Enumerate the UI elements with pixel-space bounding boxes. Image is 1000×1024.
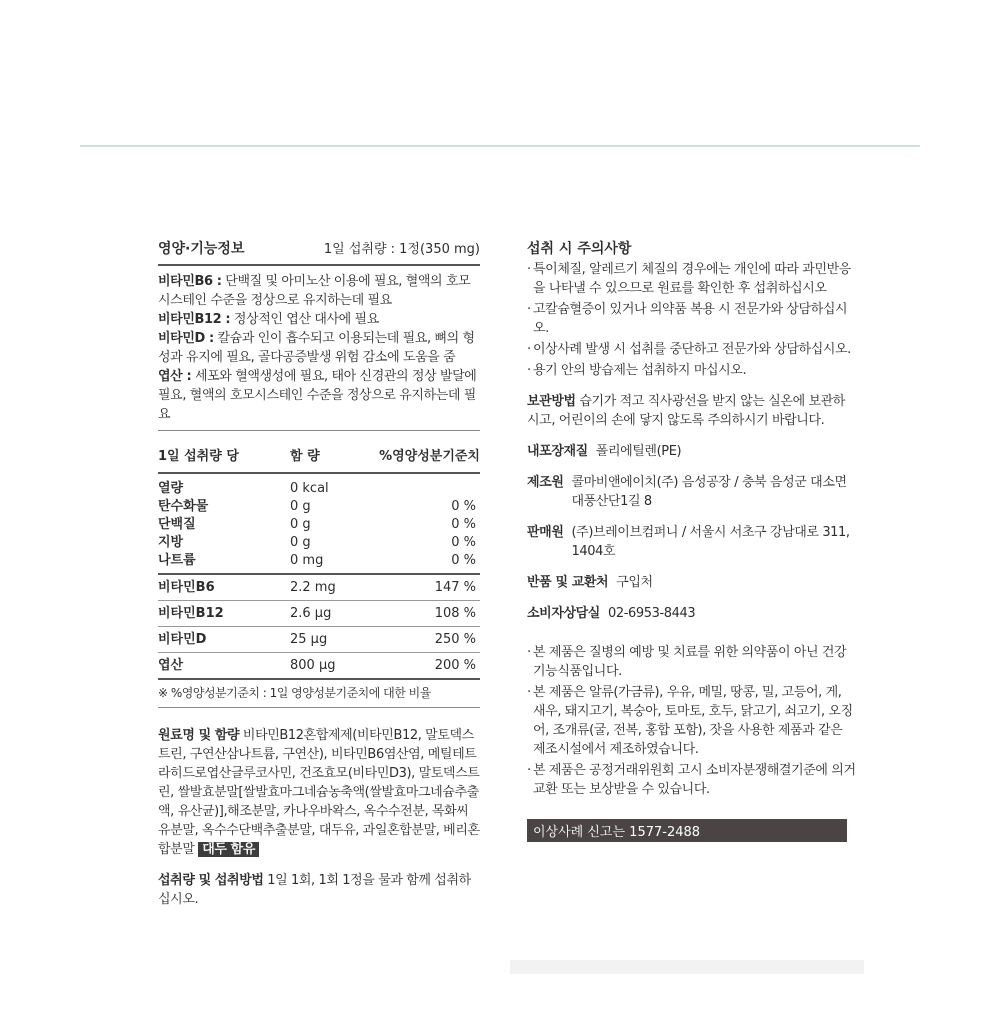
- list-item: · 용기 안의 방습제는 섭취하지 마십시오.: [527, 363, 747, 378]
- function-item: 비타민D : 칼슘과 인이 흡수되고 이용되는데 필요, 뼈의 형성과 유지에 필요, 골다공증발생 위험 감소에 도움을 줌: [158, 331, 475, 365]
- manufacturer-row: 제조원 콜마비앤에이치(주) 음성공장 / 충북 음성군 대소면 대풍산단1길 8: [527, 475, 847, 509]
- table-row: 단백질 0 g 0 %: [158, 517, 476, 532]
- dosage-section: [158, 871, 480, 909]
- list-item: · 고칼슘혈증이 있거나 의약품 복용 시 전문가와 상담하십시오.: [527, 302, 848, 336]
- table-row: 탄수화물 0 g 0 %: [158, 499, 476, 514]
- col-header-serving: 1일 섭취량 당: [158, 443, 290, 473]
- table-row: 열량 0 kcal: [158, 481, 329, 496]
- right-column: [527, 238, 857, 842]
- seller-row: 판매원 (주)브레이브컴퍼니 / 서울시 서초구 강남대로 311, 1404호: [527, 525, 850, 559]
- consumer-center-row: 소비자상담실 02-6953-8443: [527, 606, 696, 621]
- nutrition-table: [158, 443, 480, 680]
- bottom-shade: [510, 960, 864, 974]
- cautions-list: [527, 260, 857, 380]
- list-item: · 특이체질, 알레르기 체질의 경우에는 개인에 따라 과민반응을 나타낼 수 있으므로 원료를 확인한 후 섭취하십시오: [527, 262, 851, 296]
- cautions-title: 섭취 시 주의사항: [527, 241, 632, 257]
- list-item: · 본 제품은 질병의 예방 및 치료를 위한 의약품이 아닌 건강기능식품입니다.: [527, 645, 847, 679]
- list-item: · 이상사례 발생 시 섭취를 중단하고 전문가와 상담하십시오.: [527, 342, 851, 357]
- col-header-amount: 함 량: [290, 443, 349, 473]
- table-row: 나트륨 0 mg 0 %: [158, 552, 480, 574]
- adverse-event-hotline: 이상사례 신고는 1577-2488: [527, 819, 847, 842]
- function-item: 비타민B12 : 정상적인 엽산 대사에 필요: [158, 312, 379, 327]
- ingredients-section: [158, 726, 480, 859]
- table-row: 비타민B6 2.2 mg 147 %: [158, 574, 480, 601]
- table-row: 엽산 800 μg 200 %: [158, 653, 480, 680]
- col-header-percent: %영양성분기준치: [349, 443, 480, 473]
- nutrition-title: 영양·기능정보: [158, 241, 245, 257]
- ingredients-label: 원료명 및 함량: [158, 728, 240, 743]
- function-info: [158, 266, 480, 431]
- list-item: · 본 제품은 알류(가금류), 우유, 메밀, 땅콩, 밀, 고등어, 게, 새우, 돼지고기, 복숭아, 토마토, 호두, 닭고기, 쇠고기, 오징어, 조개류(굴, 전복, 홍합 포함), 잣을 사용한 제품과 같은 제조시설에서 제조하였습니다.: [527, 685, 853, 757]
- packaging-row: 내포장재질 폴리에틸렌(PE): [527, 444, 682, 459]
- table-row: 지방 0 g 0 %: [158, 535, 476, 550]
- function-item: 비타민B6 : 단백질 및 아미노산 이용에 필요, 혈액의 호모시스테인 수준을 정상으로 유지하는데 필요: [158, 274, 471, 308]
- dosage-text: 1일 1회, 1회 1정을 물과 함께 섭취하십시오.: [158, 873, 471, 907]
- left-column: [158, 238, 480, 922]
- table-row: 비타민B12 2.6 μg 108 %: [158, 601, 480, 627]
- storage-label: 보관방법: [527, 394, 576, 409]
- notices-list: [527, 643, 857, 799]
- dosage-label: 섭취량 및 섭취방법: [158, 873, 264, 888]
- function-item: 엽산 : 세포와 혈액생성에 필요, 태아 신경관의 정상 발달에 필요, 혈액의 호모시스테인 수준을 정상으로 유지하는데 필요: [158, 369, 477, 422]
- storage-section: [527, 392, 857, 430]
- allergen-badge: 대두 함유: [198, 842, 259, 857]
- exchange-row: 반품 및 교환처 구입처: [527, 575, 653, 590]
- nutrition-header: [158, 238, 480, 266]
- table-footnote: ※ %영양성분기준치 : 1일 영양성분기준치에 대한 비율: [158, 680, 480, 708]
- top-divider: [80, 145, 920, 147]
- ingredients-text: 비타민B12혼합제제(비타민B12, 말토덱스트린, 구연산삼나트륨, 구연산), 비타민B6염산염, 메틸테트라히드로엽산글루코사민, 건조효모(비타민D3), 말토덱스트린, 쌀발효분말[쌀발효마그네슘농축액(쌀발효마그네슘추출액, 유산균)],해조분말, 카나우바왁스, 옥수수전분, 목화씨유분말, 옥수수단백추출분말, 대두유, 과일혼합분말, 베리혼합분말: [158, 728, 480, 857]
- table-row: 비타민D 25 μg 250 %: [158, 627, 480, 653]
- list-item: · 본 제품은 공정거래위원회 고시 소비자분쟁해결기준에 의거 교환 또는 보상받을 수 있습니다.: [527, 763, 856, 797]
- storage-text: 습기가 적고 직사광선을 받지 않는 실온에 보관하시고, 어린이의 손에 닿지 않도록 주의하시기 바랍니다.: [527, 394, 845, 428]
- serving-size: 1일 섭취량 : 1정(350 mg): [323, 242, 480, 257]
